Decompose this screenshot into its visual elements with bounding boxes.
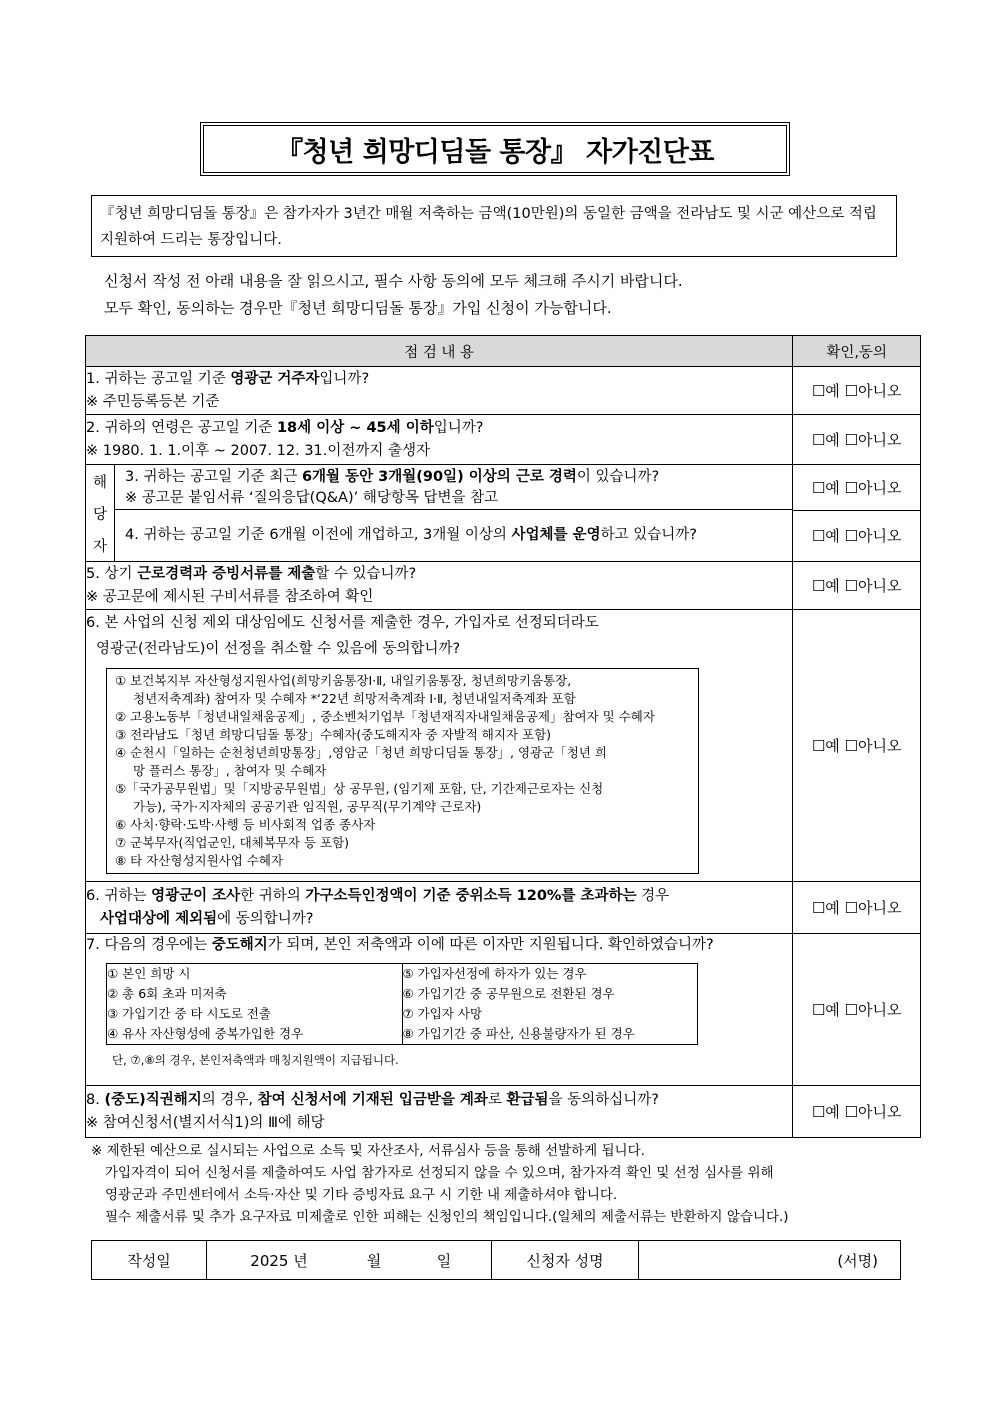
side-label: 해 당 자 <box>86 465 115 561</box>
check-5[interactable]: ☐예 ☐아니오 <box>793 562 921 610</box>
question-3: 3. 귀하는 공고일 기준 최근 6개월 동안 3개월(90일) 이상의 근로 경력이 있습니까? ※ 공고문 붙임서류 ‘질의응답(Q&A)’ 해당항목 답변을 참고 <box>115 465 792 510</box>
check-6b[interactable]: ☐예 ☐아니오 <box>793 882 921 934</box>
question-7: 7. 다음의 경우에는 중도해지가 되며, 본인 저축액과 이에 따른 이자만 지원됩니다. 확인하였습니까? ① 본인 희망 시 ② 총 6회 초과 미저축 ③ 가입기간 중 타 시도로 전출 ④ 유사 자산형성에 중복가입한 경우 ⑤ 가입자선정에 하자가 있는 경우 ⑥ 가입기간 중 공무원으로 전환된 경우 ⑦ 가입자 사망 ⑧ 가입기간 중 파산, 신용불량자가 된 경우 단, ⑦,⑧의 경우, 본인저축액과 매칭지원액이 지급됩니다. <box>86 934 793 1086</box>
name-label: 신청자 성명 <box>492 1241 639 1280</box>
question-2-note: ※ 1980. 1. 1.이후 ~ 2007. 12. 31.이전까지 출생자 <box>86 442 431 459</box>
exclusion-list: ① 보건복지부 자산형성지원사업(희망키움통장Ⅰ·Ⅱ, 내일키움통장, 청년희망키움통장, 청년저축계좌) 참여자 및 수혜자 *‘22년 희망저축계좌 Ⅰ·Ⅱ, 청년내일저축계좌 포함 ② 고용노동부「청년내일채움공제」, 중소벤처기업부「청년재직자내일채움공제」참여자 및 수혜자 ③ 전라남도「청년 희망디딤돌 통장」수혜자(중도해지자 중 자발적 해지자 포함) ④ 순천시「일하는 순천청년희망통장」,영암군「청년 희망디딤돌 통장」, 영광군「청년 희 망 플러스 통장」, 참여자 및 수혜자 ⑤「국가공무원법」및「지방공무원법」상 공무원, (임기제 포함, 단, 기간제근로자는 신청 가능), 국가·지자체의 공공기관 임직원, 공무직(무기계약 근로자) ⑥ 사치·향락·도박·사행 등 비사회적 업종 종사자 ⑦ 군복무자(직업군인, 대체복무자 등 포함) ⑧ 타 자산형성지원사업 수혜자 <box>106 668 699 874</box>
footer-notes: ※ 제한된 예산으로 실시되는 사업으로 소득 및 자산조사, 서류심사 등을 통해 선발하게 됩니다. 가입자격이 되어 신청서를 제출하여도 사업 참가자로 선정되지 않을 수 있으며, 참가자격 확인 및 선정 심사를 위해 영광군과 주민센터에서 소득·자산 및 기타 증빙자료 요구 시 기한 내 제출하셔야 합니다. 필수 제출서류 및 추가 요구자료 미제출로 인한 피해는 신청인의 책임입니다.(일체의 제출서류는 반환하지 않습니다.) <box>91 1143 789 1225</box>
header-confirm: 확인,동의 <box>793 336 921 367</box>
check-7[interactable]: ☐예 ☐아니오 <box>793 934 921 1086</box>
notice-line-2: 모두 확인, 동의하는 경우만『청년 희망디딤돌 통장』가입 신청이 가능합니다. <box>104 299 612 317</box>
document-title <box>200 122 790 176</box>
signature-table <box>91 1240 901 1280</box>
question-1: 1. 귀하는 공고일 기준 영광군 거주자입니까? ※ 주민등록등본 기준 <box>86 367 793 415</box>
question-5-note: ※ 공고문에 제시된 구비서류를 참조하여 확인 <box>86 588 374 605</box>
date-label: 작성일 <box>92 1241 207 1280</box>
question-3-4-group <box>86 465 793 562</box>
notice-line-1: 신청서 작성 전 아래 내용을 잘 읽으시고, 필수 사항 동의에 모두 체크해 주시기 바랍니다. <box>104 272 683 290</box>
question-7-footnote: 단, ⑦,⑧의 경우, 본인저축액과 매칭지원액이 지급됩니다. <box>112 1053 399 1067</box>
check-1[interactable]: ☐예 ☐아니오 <box>793 367 921 415</box>
check-4[interactable]: ☐예 ☐아니오 <box>811 527 902 545</box>
header-content: 점 검 내 용 <box>86 336 793 367</box>
question-3-note: ※ 공고문 붙임서류 ‘질의응답(Q&A)’ 해당항목 답변을 참고 <box>125 490 499 506</box>
question-5: 5. 상기 근로경력과 증빙서류를 제출할 수 있습니까? ※ 공고문에 제시된 구비서류를 참조하여 확인 <box>86 562 793 610</box>
check-8[interactable]: ☐예 ☐아니오 <box>793 1086 921 1138</box>
question-8-note: ※ 참여신청서(별지서식1)의 Ⅲ에 해당 <box>86 1114 325 1131</box>
termination-list: ① 본인 희망 시 ② 총 6회 초과 미저축 ③ 가입기간 중 타 시도로 전출 ④ 유사 자산형성에 중복가입한 경우 ⑤ 가입자선정에 하자가 있는 경우 ⑥ 가입기간 중 공무원으로 전환된 경우 ⑦ 가입자 사망 ⑧ 가입기간 중 파산, 신용불량자가 된 경우 <box>106 963 698 1045</box>
checklist-table <box>85 335 921 1138</box>
intro-text: 『청년 희망디딤돌 통장』은 참가자가 3년간 매월 저축하는 금액(10만원)의 동일한 금액을 전라남도 및 시군 예산으로 적립 지원하여 드리는 통장입니다. <box>100 206 877 248</box>
question-6: 6. 본 사업의 신청 제외 대상임에도 신청서를 제출한 경우, 가입자로 선정되더라도 영광군(전라남도)이 선정을 취소할 수 있음에 동의합니까? ① 보건복지부 자산형성지원사업(희망키움통장Ⅰ·Ⅱ, 내일키움통장, 청년희망키움통장, 청년저축계좌) 참여자 및 수혜자 *‘22년 희망저축계좌 Ⅰ·Ⅱ, 청년내일저축계좌 포함 ② 고용노동부「청년내일채움공제」, 중소벤처기업부「청년재직자내일채움공제」참여자 및 수혜자 ③ 전라남도「청년 희망디딤돌 통장」수혜자(중도해지자 중 자발적 해지자 포함) ④ 순천시「일하는 순천청년희망통장」,영암군「청년 희망디딤돌 통장」, 영광군「청년 희 망 플러스 통장」, 참여자 및 수혜자 ⑤「국가공무원법」및「지방공무원법」상 공무원, (임기제 포함, 단, 기간제근로자는 신청 가능), 국가·지자체의 공공기관 임직원, 공무직(무기계약 근로자) ⑥ 사치·향락·도박·사행 등 비사회적 업종 종사자 ⑦ 군복무자(직업군인, 대체복무자 등 포함) ⑧ 타 자산형성지원사업 수혜자 <box>86 610 793 882</box>
question-2: 2. 귀하의 연령은 공고일 기준 18세 이상 ~ 45세 이하입니까? ※ 1980. 1. 1.이후 ~ 2007. 12. 31.이전까지 출생자 <box>86 415 793 465</box>
question-8: 8. (중도)직권해지의 경우, 참여 신청서에 기재된 입금받을 계좌로 환급됨을 동의하십니까? ※ 참여신청서(별지서식1)의 Ⅲ에 해당 <box>86 1086 793 1138</box>
check-6[interactable]: ☐예 ☐아니오 <box>793 610 921 882</box>
intro-box <box>91 195 897 257</box>
check-2[interactable]: ☐예 ☐아니오 <box>793 415 921 465</box>
question-4: 4. 귀하는 공고일 기준 6개월 이전에 개업하고, 3개월 이상의 사업체를 운영하고 있습니까? <box>125 527 697 543</box>
question-1-note: ※ 주민등록등본 기준 <box>86 393 220 410</box>
question-6b: 6. 귀하는 영광군이 조사한 귀하의 가구소득인정액이 기준 중위소득 120%를 초과하는 경우 사업대상에 제외됨에 동의합니까? <box>86 882 793 934</box>
title-text: 『청년 희망디딤돌 통장』 자가진단표 <box>276 136 714 168</box>
check-3-4 <box>793 465 921 562</box>
check-3[interactable]: ☐예 ☐아니오 <box>793 466 920 511</box>
signature-field[interactable]: (서명) <box>639 1241 901 1280</box>
date-field[interactable]: 2025 년 월 일 <box>207 1241 492 1280</box>
